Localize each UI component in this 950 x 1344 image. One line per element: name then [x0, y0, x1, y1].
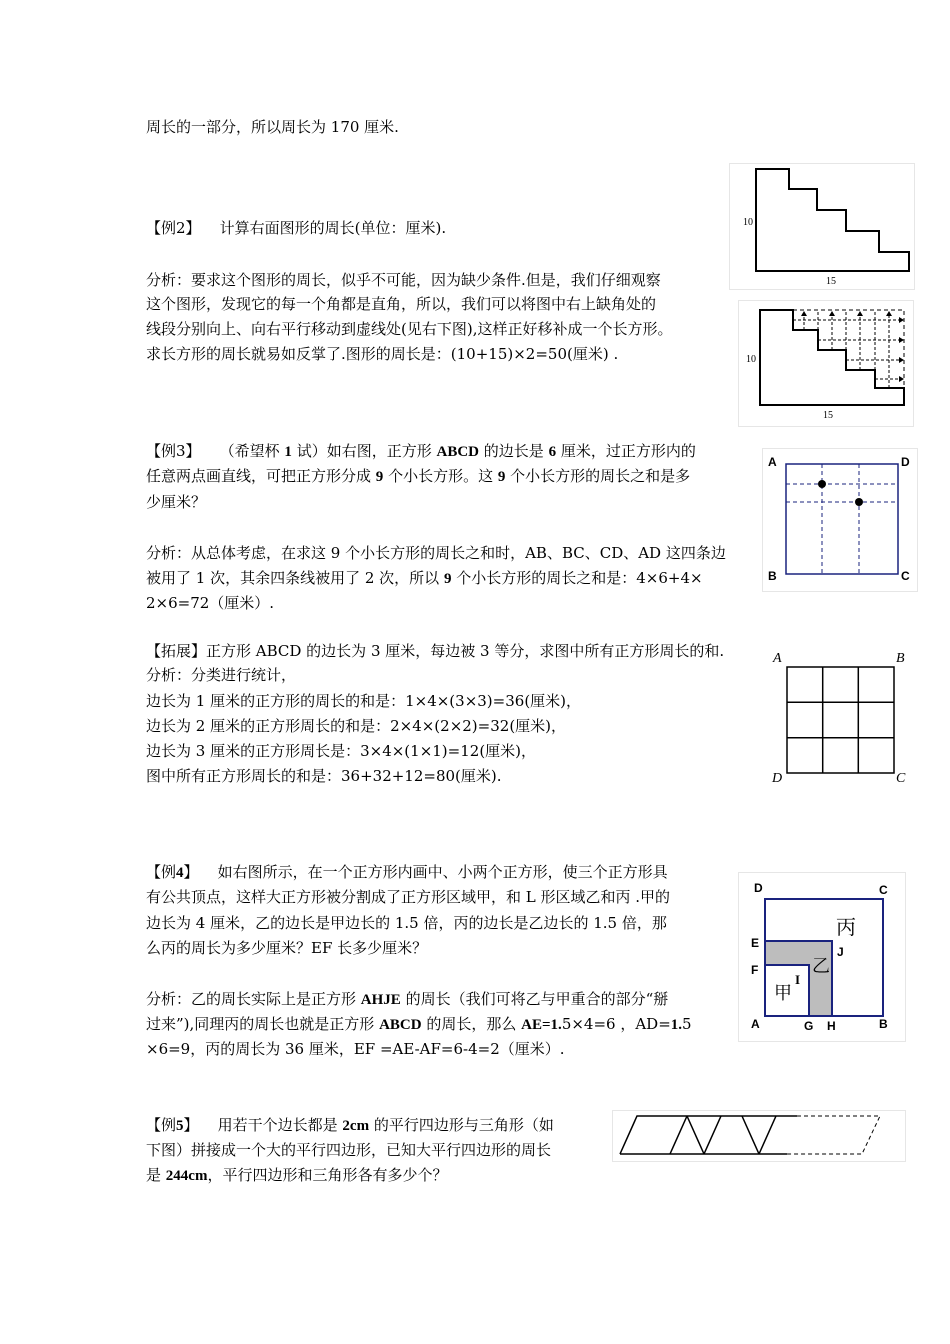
- ex4-analysis-3: ×6=9，丙的周长为 36 厘米，EF =AE-AF=6-4=2（厘米）.: [146, 1040, 565, 1058]
- ex3-tag: 【例3】: [146, 442, 201, 460]
- ex4-analysis-1: [146, 989, 668, 1010]
- ext-line-6: 图中所有正方形周长的和是：36+32+12=80(厘米).: [146, 767, 502, 785]
- vertex-a-label: A: [768, 455, 777, 469]
- grid-a-label: A: [773, 651, 782, 666]
- ex4-text: 过来”),同理丙的周长也就是正方形: [146, 1015, 375, 1033]
- ex4-text: AHJE: [360, 992, 401, 1008]
- ex3-text: 9: [497, 469, 506, 485]
- parallelogram-strip-figure: [612, 1110, 906, 1162]
- ex3-text: 6: [548, 444, 557, 460]
- ex4-text: 分析：乙的周长实际上是正方形: [146, 990, 357, 1008]
- intro-line: 周长的一部分，所以周长为 170 厘米.: [146, 118, 399, 136]
- ex3-text: 个小长方形的周长之和是多: [510, 467, 691, 485]
- ex5-line-3: [146, 1165, 447, 1186]
- fig4-g-label: G: [804, 1019, 814, 1033]
- fig4-d-label: D: [754, 881, 763, 895]
- fig4-i-label: I: [795, 972, 801, 987]
- ex3-analysis-1: 分析：从总体考虑，在求这 9 个小长方形的周长之和时，AB、BC、CD、AD 这四条边: [146, 544, 726, 562]
- ex4-tag: 【例: [146, 863, 177, 881]
- ex3-text: 9: [375, 469, 384, 485]
- ex4-text: ABCD: [379, 1017, 422, 1033]
- ex4-text: 的周长（我们可将乙与甲重合的部分“掰: [405, 990, 669, 1008]
- completed-bottom-label: 15: [823, 410, 833, 421]
- nested-squares-figure: [738, 872, 906, 1042]
- ex4-text: 5×4=6 ，AD=: [561, 1015, 671, 1033]
- ex2-tag: 【例2】: [146, 219, 201, 237]
- ex5-line-2: 下图）拼接成一个大的平行四边形，已知大平行四边形的周长: [146, 1141, 552, 1159]
- ex5-text: 244cm: [165, 1168, 208, 1184]
- vertex-b-label: B: [768, 569, 777, 583]
- ex4-text: 如右图所示，在一个正方形内画中、小两个正方形，使三个正方形具: [217, 863, 668, 881]
- ext-line-5: 边长为 3 厘米的正方形周长是：3×4×(1×1)=12(厘米)，: [146, 742, 537, 760]
- completed-left-label: 10: [746, 354, 756, 365]
- ext-line-4: 边长为 2 厘米的正方形周长的和是：2×4×(2×2)=32(厘米)，: [146, 717, 567, 735]
- ex4-tag-num: 4: [176, 865, 184, 881]
- ex5-text: 2cm: [342, 1118, 370, 1134]
- ex4-line-4: 么丙的周长为多少厘米？EF 长多少厘米？: [146, 939, 428, 957]
- ex2-analysis-3: 线段分别向上、向右平行移动到虚线处(见右下图),这样正好移补成一个长方形。: [146, 320, 673, 338]
- ex3-text: 个小长方形。这: [388, 467, 494, 485]
- staircase-left-label: 10: [743, 217, 753, 228]
- ext-line-2: 分析：分类进行统计，: [146, 666, 297, 684]
- ex3-text: 被用了 1 次，其余四条线被用了 2 次，所以: [146, 569, 440, 587]
- ex2-analysis-2: 这个图形，发现它的每一个角都是直角，所以，我们可以将图中右上缺角处的: [146, 295, 657, 313]
- staircase-completed-figure: [738, 300, 914, 427]
- square-abcd-figure: [762, 448, 918, 592]
- ex3-line-3: 少厘米？: [146, 493, 207, 511]
- ext-line-1: 【拓展】正方形 ABCD 的边长为 3 厘米，每边被 3 等分，求图中所有正方形周长的和.: [146, 642, 725, 660]
- ex2-title: [146, 218, 446, 238]
- fig4-f-label: F: [751, 963, 759, 977]
- grid-d-label: D: [772, 771, 783, 784]
- fig4-c-label: C: [879, 883, 888, 897]
- staircase-figure: [729, 163, 915, 290]
- ex3-line-1: [146, 441, 696, 462]
- ex4-text: 5: [682, 1015, 692, 1033]
- ex5-tag-num: 5: [176, 1118, 184, 1134]
- vertex-d-label: D: [901, 455, 910, 469]
- region-jia-label: 甲: [774, 983, 792, 1004]
- fig4-a-label: A: [751, 1017, 760, 1031]
- ex4-text: AE=1.: [521, 1017, 562, 1033]
- grid-figure: [770, 646, 910, 784]
- ex5-tag-end: 】: [183, 1116, 199, 1134]
- ex5-text: 用若干个边长都是: [217, 1116, 338, 1134]
- ex4-line-1: [146, 862, 668, 883]
- ex5-text: 是: [146, 1166, 162, 1184]
- ex3-text: ABCD: [436, 444, 480, 460]
- ex3-analysis-3: 2×6=72（厘米）.: [146, 594, 275, 612]
- ex4-line-3: 边长为 4 厘米，乙的边长是甲边长的 1.5 倍，丙的边长是乙边长的 1.5 倍，那: [146, 914, 667, 932]
- ex5-tag: 【例: [146, 1116, 177, 1134]
- ex3-text: 个小长方形的周长之和是：4×6+4×: [456, 569, 703, 587]
- ex3-text: 厘米，过正方形内的: [560, 442, 696, 460]
- ex3-text: 任意两点画直线，可把正方形分成: [146, 467, 372, 485]
- ex3-analysis-2: [146, 568, 703, 589]
- ex3-text: 试）如右图，正方形: [296, 442, 432, 460]
- ex4-line-2: 有公共顶点，这样大正方形被分割成了正方形区域甲，和 L 形区域乙和丙 .甲的: [146, 888, 671, 906]
- ex5-text: ，平行四边形和三角形各有多少个？: [207, 1166, 448, 1184]
- ex4-analysis-2: [146, 1014, 692, 1035]
- fig4-h-label: H: [827, 1019, 836, 1033]
- ex4-tag-end: 】: [183, 863, 199, 881]
- ex3-text: 9: [443, 571, 452, 587]
- ex3-line-2: [146, 466, 690, 487]
- ex5-line-1: [146, 1115, 554, 1136]
- ex5-text: 的平行四边形与三角形（如: [373, 1116, 554, 1134]
- fig4-e-label: E: [751, 936, 760, 950]
- ex4-text: 1.: [670, 1017, 683, 1033]
- ex3-text: （希望杯: [219, 442, 280, 460]
- vertex-c-label: C: [901, 569, 910, 583]
- ex2-analysis-4: 求长方形的周长就易如反掌了.图形的周长是：(10+15)×2=50(厘米) .: [146, 345, 619, 363]
- fig4-j-label: J: [837, 945, 844, 959]
- staircase-bottom-label: 15: [826, 276, 836, 287]
- fig4-b-label: B: [879, 1017, 888, 1031]
- grid-b-label: B: [896, 651, 905, 666]
- ext-line-3: 边长为 1 厘米的正方形的周长的和是：1×4×(3×3)=36(厘米)，: [146, 692, 582, 710]
- region-yi-label: 乙: [812, 956, 830, 977]
- ex4-text: 的周长，那么: [426, 1015, 517, 1033]
- grid-c-label: C: [896, 771, 906, 784]
- region-bing-label: 丙: [836, 915, 856, 939]
- ex3-text: 1: [284, 444, 292, 460]
- ex2-question: 计算右面图形的周长(单位：厘米).: [219, 219, 447, 237]
- ex2-analysis-1: 分析：要求这个图形的周长，似乎不可能，因为缺少条件.但是，我们仔细观察: [146, 271, 661, 289]
- ex3-text: 的边长是: [483, 442, 544, 460]
